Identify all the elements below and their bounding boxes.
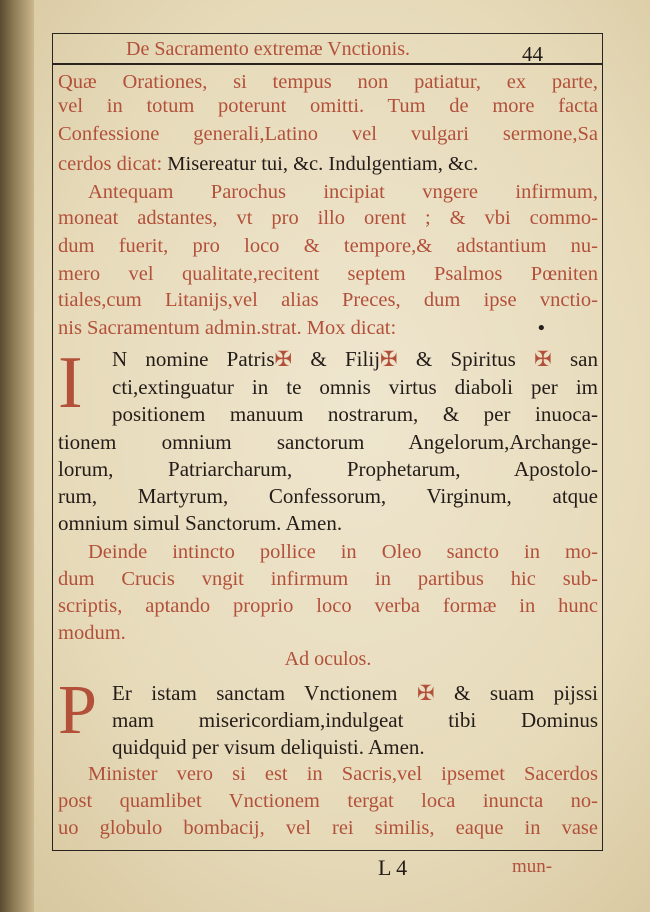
prayer1-line-1 [112,347,598,371]
rubric4-line-1: Minister vero si est in Sacris,vel ipsemet Sacerdos [88,763,598,785]
prayer1-line-4: tionem omnium sanctorum Angelorum,Archange- [58,430,598,454]
prayer2-line-2: mam misericordiam,indulgeat tibi Dominus [112,708,598,732]
cross-icon: ✠ [380,347,398,371]
catchword: mun- [512,856,553,877]
prayer1-line-2: cti,extinguatur in te omnis virtus diaboli per im [112,375,598,399]
rubric3-line-3: scriptis, aptando proprio loco verba formæ in hunc [58,595,598,617]
rubric1-line-3: Confessione generali,Latino vel vulgari sermone,Sa [58,123,598,145]
rubric2-line-4: mero vel qualitate,recitent septem Psalmos Pœniten [58,263,598,285]
rubric2-line-6: nis Sacramentum admin.strat. Mox dicat: [58,317,397,339]
prayer2-text-b: & suam pijssi [434,681,598,705]
cross-icon: ✠ [274,347,293,371]
rubric2-line-3: dum fuerit, pro loco & tempore,& adstantium nu- [58,235,598,257]
rubric2-line-5: tiales,cum Litanijs,vel alias Preces, dum ipse vnctio- [58,289,598,311]
prayer1-text-a: N nomine Patris [112,347,275,371]
book-gutter [0,0,34,912]
rubric1-line-2: vel in totum poterunt omitti. Tum de more facta [58,95,598,117]
prayer1-text-b: & Filij [292,347,381,371]
rubric3-line-2: dum Crucis vngit infirmum in partibus hic sub- [58,568,598,590]
ornament-dot: • [536,318,547,339]
rubric2-line-2: moneat adstantes, vt pro illo orent ; & vbi commo- [58,207,598,229]
rubric4-line-3: uo globulo bombacij, vel rei similis, eaque in vase [58,817,598,839]
cross-icon: ✠ [416,681,435,705]
rubric2-line-1: Antequam Parochus incipiat vngere infirmum, [88,181,598,203]
header-rule [52,63,603,65]
prayer1-text-d: san [551,347,598,371]
rubric3-line-1: Deinde intincto pollice in Oleo sancto in mo- [88,541,598,563]
rubric1-line-4 [58,152,598,176]
rubric4-line-2: post quamlibet Vnctionem tergat loca inuncta no- [58,790,598,812]
prayer2-line-1 [112,681,598,705]
rubric1-line-4-red: cerdos dicat: [58,153,163,175]
cross-icon: ✠ [534,347,552,371]
section-heading: Ad oculos. [284,648,372,670]
running-head: De Sacramento extremæ Vnctionis. [126,38,411,60]
dropcap-p: P [58,672,97,749]
rubric3-line-4: modum. [58,622,126,644]
rubric1-line-1: Quæ Orationes, si tempus non patiatur, ex parte, [58,71,598,93]
prayer1-line-7: omnium simul Sanctorum. Amen. [58,511,343,535]
signature-mark: L 4 [378,855,408,880]
prayer2-text-a: Er istam sanctam Vnctionem [112,681,417,705]
page-number: 44 [522,42,543,66]
prayer2-line-3: quidquid per visum deliquisti. Amen. [112,735,425,759]
dropcap-i: I [58,342,83,424]
rubric1-black-text: Misereatur tui, &c. Indulgentiam, &c. [167,153,479,175]
prayer1-line-3: positionem manuum nostrarum, & per inuoca- [112,402,598,426]
prayer1-line-6: rum, Martyrum, Confessorum, Virginum, atque [58,484,598,508]
prayer1-text-c: & Spiritus [397,347,535,371]
prayer1-line-5: lorum, Patriarcharum, Prophetarum, Apostolo- [58,457,598,481]
